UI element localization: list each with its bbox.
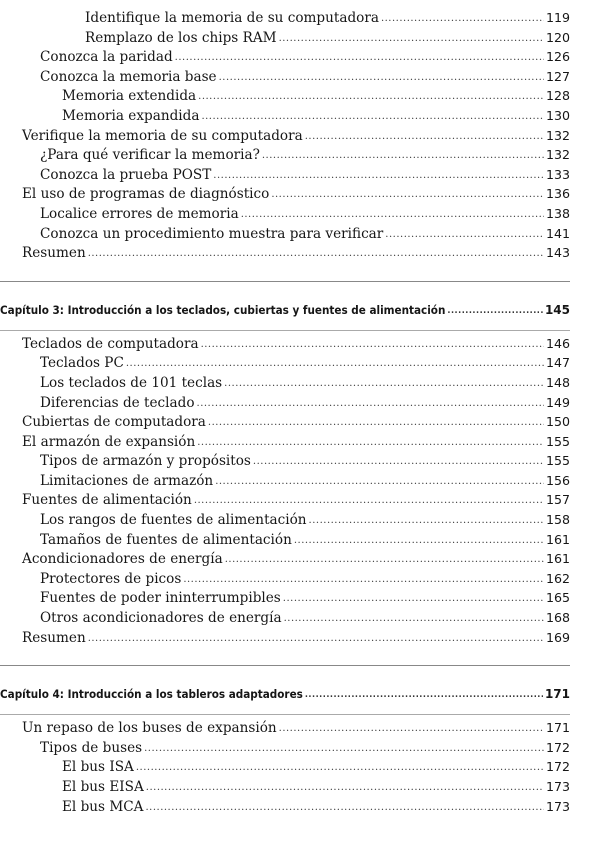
toc-entry-page: 119 xyxy=(545,10,570,25)
dot-leader xyxy=(197,433,544,453)
toc-entry-title: Protectores de picos xyxy=(40,570,182,587)
chapter-3-page: 145 xyxy=(544,302,570,317)
dot-leader xyxy=(241,205,544,225)
toc-section-memory xyxy=(22,8,570,263)
toc-entry-page: 147 xyxy=(545,355,570,371)
dot-leader xyxy=(215,472,544,492)
toc-entry-page: 141 xyxy=(545,225,570,241)
toc-entry-title: Fuentes de alimentación xyxy=(22,492,192,509)
toc-entry-page: 173 xyxy=(545,779,570,794)
toc-entry xyxy=(22,334,570,354)
toc-entry-page: 150 xyxy=(545,414,570,430)
dot-leader xyxy=(279,719,544,739)
toc-entry-page: 126 xyxy=(545,49,570,65)
toc-entry xyxy=(22,738,570,758)
toc-entry-page: 158 xyxy=(545,512,570,528)
toc-entry xyxy=(22,412,570,432)
toc-entry-title: Resumen xyxy=(22,629,86,646)
toc-entry xyxy=(22,86,570,106)
dot-leader xyxy=(198,87,544,107)
toc-entry-page: 127 xyxy=(545,68,570,84)
dot-leader xyxy=(146,778,544,798)
toc-entry-page: 136 xyxy=(545,186,570,202)
dot-leader xyxy=(194,491,544,511)
dot-leader xyxy=(283,589,544,609)
toc-entry xyxy=(22,490,570,510)
toc-entry xyxy=(22,718,570,738)
toc-entry xyxy=(22,608,570,628)
dot-leader xyxy=(262,146,544,166)
toc-entry xyxy=(22,628,570,648)
toc-entry-title: Los teclados de 101 teclas xyxy=(40,374,223,391)
dot-leader xyxy=(271,185,544,205)
toc-entry-page: 155 xyxy=(545,453,570,469)
dot-leader xyxy=(284,609,544,629)
toc-entry-title: Acondicionadores de energía xyxy=(22,551,223,568)
toc-entry xyxy=(22,530,570,550)
toc-entry-page: 132 xyxy=(545,127,570,143)
toc-entry-title: Un repaso de los buses de expansión xyxy=(22,720,277,737)
dot-leader xyxy=(88,629,544,649)
toc-entry-title: Remplazo de los chips RAM xyxy=(85,29,277,46)
toc-entry-title: Identifique la memoria de su computadora xyxy=(85,10,379,26)
toc-entry xyxy=(22,777,570,797)
toc-entry-page: 168 xyxy=(545,610,570,626)
toc-entry xyxy=(22,28,570,48)
toc-entry-title: Tipos de buses xyxy=(40,739,143,756)
toc-entry-page: 173 xyxy=(545,798,570,814)
toc-entry xyxy=(22,353,570,373)
dot-leader xyxy=(309,511,544,531)
toc-entry-page: 172 xyxy=(545,739,570,755)
dot-leader xyxy=(224,374,544,394)
toc-entry-title: Memoria expandida xyxy=(62,107,200,124)
toc-entry-title: El armazón de expansión xyxy=(22,433,196,450)
dot-leader xyxy=(145,798,543,818)
toc-entry xyxy=(22,451,570,471)
toc-entry-title: El bus MCA xyxy=(62,798,144,815)
dot-leader xyxy=(219,68,544,88)
toc-entry-title: Otros acondicionadores de energía xyxy=(40,610,282,627)
dot-leader xyxy=(279,29,544,49)
toc-entry-page: 171 xyxy=(545,720,570,736)
toc-entry-page: 143 xyxy=(545,245,570,261)
toc-entry-page: 149 xyxy=(545,394,570,410)
chapter-3-title: Capítulo 3: Introducción a los teclados, cubiertas y fuentes de alimentación xyxy=(0,302,446,317)
toc-entry-title: Fuentes de poder ininterrumpibles xyxy=(40,590,281,607)
toc-entry-title: El bus ISA xyxy=(62,759,134,776)
toc-entry-title: Los rangos de fuentes de alimentación xyxy=(40,512,307,529)
toc-entry xyxy=(22,106,570,126)
table-of-contents xyxy=(0,8,570,816)
toc-entry-page: 132 xyxy=(545,147,570,163)
dot-leader xyxy=(183,570,544,590)
toc-entry-page: 161 xyxy=(545,531,570,547)
toc-entry-title: Tipos de armazón y propósitos xyxy=(40,453,251,470)
dot-leader xyxy=(175,48,544,68)
chapter-4-page: 171 xyxy=(544,687,570,702)
toc-entry-page: 130 xyxy=(545,107,570,123)
toc-entry-page: 165 xyxy=(545,590,570,606)
toc-entry-title: Localice errores de memoria xyxy=(40,205,239,222)
toc-entry-page: 169 xyxy=(545,629,570,645)
dot-leader xyxy=(447,302,543,320)
toc-entry xyxy=(22,797,570,817)
toc-entry-title: Teclados de computadora xyxy=(22,335,199,352)
toc-entry xyxy=(22,373,570,393)
dot-leader xyxy=(136,758,544,778)
dot-leader xyxy=(144,739,544,759)
toc-entry xyxy=(22,243,570,263)
dot-leader xyxy=(253,452,544,472)
dot-leader xyxy=(197,394,544,414)
dot-leader xyxy=(385,225,544,245)
toc-entry xyxy=(22,224,570,244)
toc-entry-title: Memoria extendida xyxy=(62,88,197,105)
dot-leader xyxy=(126,354,544,374)
toc-entry-title: Cubiertas de computadora xyxy=(22,414,206,431)
toc-chapter-3-entries xyxy=(22,334,570,648)
toc-entry xyxy=(22,757,570,777)
toc-entry-page: 148 xyxy=(545,374,570,390)
dot-leader xyxy=(201,107,544,127)
toc-entry xyxy=(22,549,570,569)
toc-entry-page: 155 xyxy=(545,433,570,449)
toc-entry xyxy=(22,432,570,452)
toc-entry-title: Conozca la paridad xyxy=(40,49,173,66)
toc-entry-page: 138 xyxy=(545,205,570,221)
toc-entry-page: 133 xyxy=(545,166,570,182)
toc-entry xyxy=(22,165,570,185)
toc-entry-title: Conozca la memoria base xyxy=(40,68,217,85)
toc-entry xyxy=(22,126,570,146)
toc-entry-title: Diferencias de teclado xyxy=(40,394,195,411)
toc-entry xyxy=(22,47,570,67)
toc-entry xyxy=(22,145,570,165)
dot-leader xyxy=(305,127,544,147)
chapter-3-heading xyxy=(0,301,570,319)
toc-entry-page: 172 xyxy=(545,759,570,775)
dot-leader xyxy=(305,686,543,704)
toc-chapter-4-entries xyxy=(22,718,570,816)
toc-entry xyxy=(22,471,570,491)
toc-entry xyxy=(22,8,570,28)
toc-entry-title: Conozca la prueba POST xyxy=(40,166,212,183)
toc-entry xyxy=(22,569,570,589)
toc-entry-page: 120 xyxy=(545,29,570,45)
dot-leader xyxy=(213,166,544,186)
toc-entry-title: Tamaños de fuentes de alimentación xyxy=(40,531,292,548)
toc-entry-page: 161 xyxy=(545,551,570,567)
toc-entry-title: Resumen xyxy=(22,245,86,262)
dot-leader xyxy=(88,244,544,264)
toc-entry-page: 162 xyxy=(545,570,570,586)
chapter-4-title: Capítulo 4: Introducción a los tableros adaptadores xyxy=(0,687,303,702)
dot-leader xyxy=(201,335,544,355)
toc-entry-title: Limitaciones de armazón xyxy=(40,472,214,489)
toc-entry xyxy=(22,67,570,87)
dot-leader xyxy=(294,531,544,551)
toc-entry-page: 156 xyxy=(545,472,570,488)
toc-entry xyxy=(22,204,570,224)
dot-leader xyxy=(381,9,544,29)
toc-entry-page: 146 xyxy=(545,335,570,351)
toc-entry-title: El bus EISA xyxy=(62,779,144,795)
dot-leader xyxy=(225,550,544,570)
dot-leader xyxy=(208,413,544,433)
toc-entry-title: Teclados PC xyxy=(40,355,124,372)
toc-entry xyxy=(22,510,570,530)
toc-entry-page: 128 xyxy=(545,88,570,104)
toc-entry-title: Verifique la memoria de su computadora xyxy=(22,127,303,144)
toc-entry xyxy=(22,393,570,413)
toc-entry-page: 157 xyxy=(545,492,570,508)
chapter-4-heading xyxy=(0,685,570,703)
toc-entry xyxy=(22,588,570,608)
toc-entry xyxy=(22,184,570,204)
toc-entry-title: El uso de programas de diagnóstico xyxy=(22,186,270,203)
toc-entry-title: ¿Para qué verificar la memoria? xyxy=(40,147,260,164)
toc-entry-title: Conozca un procedimiento muestra para verificar xyxy=(40,225,384,242)
